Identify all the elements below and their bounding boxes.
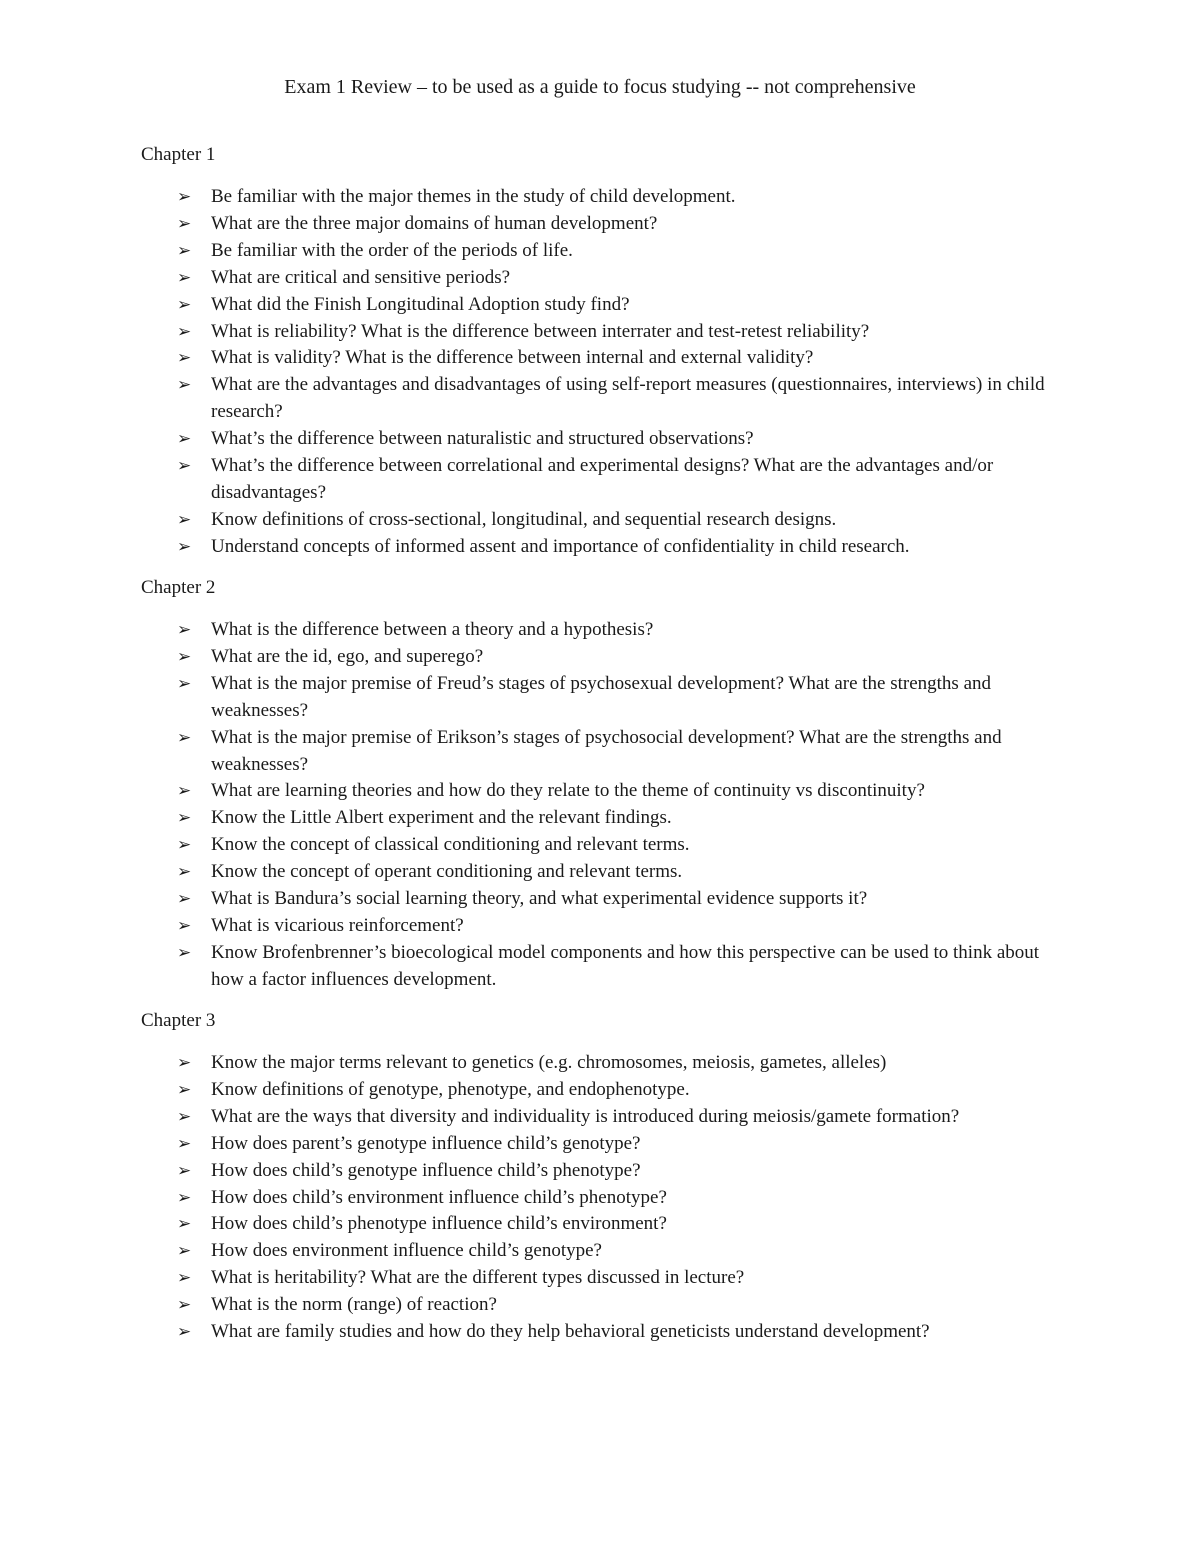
arrowhead-bullet-icon: ➢: [177, 646, 192, 667]
list-item-text: Know the concept of operant conditioning and relevant terms.: [211, 861, 683, 883]
list-item: [141, 1050, 1051, 1077]
list-item-text: What is reliability? What is the difference between interrater and test-retest reliability?: [211, 320, 870, 342]
chapter-2-list: [141, 617, 1081, 994]
list-item-text: What is the major premise of Freud’s stages of psychosexual development? What are the strengths and weaknesses?: [211, 672, 992, 721]
list-item-text: What is the major premise of Erikson’s stages of psychosocial development? What are the strengths and weaknesses?: [211, 726, 1002, 775]
arrowhead-bullet-icon: ➢: [177, 862, 192, 883]
arrowhead-bullet-icon: ➢: [177, 915, 192, 936]
list-item-text: What are critical and sensitive periods?: [211, 266, 511, 288]
arrowhead-bullet-icon: ➢: [177, 889, 192, 910]
list-item-text: What is vicarious reinforcement?: [211, 914, 464, 936]
arrowhead-bullet-icon: ➢: [177, 620, 192, 640]
arrowhead-bullet-icon: ➢: [177, 375, 192, 396]
list-item-text: What did the Finish Longitudinal Adoption study find?: [211, 293, 630, 315]
list-item: [141, 238, 1051, 265]
list-item-text: What is the norm (range) of reaction?: [211, 1294, 497, 1316]
arrowhead-bullet-icon: ➢: [177, 1079, 192, 1100]
chapter-3-section: [141, 1008, 1081, 1346]
list-item-text: How does child’s environment influence child’s phenotype?: [211, 1186, 667, 1208]
chapter-heading: Chapter 3: [141, 1010, 216, 1031]
list-item: [141, 453, 1051, 507]
arrowhead-bullet-icon: ➢: [177, 781, 192, 802]
arrowhead-bullet-icon: ➢: [177, 673, 192, 694]
list-item-text: What is Bandura’s social learning theory, and what experimental evidence supports it?: [211, 888, 868, 910]
list-item-text: What is the difference between a theory and a hypothesis?: [211, 619, 654, 640]
arrowhead-bullet-icon: ➢: [177, 348, 192, 369]
list-item-text: How does child’s genotype influence child’s phenotype?: [211, 1159, 641, 1181]
list-item-text: What are the three major domains of human development?: [211, 212, 658, 234]
document-title: Exam 1 Review – to be used as a guide to focus studying -- not comprehensive: [284, 76, 916, 98]
chapter-1-list: [141, 184, 1081, 561]
list-item: [141, 725, 1051, 779]
list-item: [141, 534, 1051, 561]
list-item: [141, 886, 1051, 913]
list-item: [141, 1265, 1051, 1292]
list-item: [141, 265, 1051, 292]
list-item-text: What’s the difference between correlational and experimental designs? What are the advantages and/or disadvantages?: [211, 455, 994, 503]
arrowhead-bullet-icon: ➢: [177, 835, 192, 856]
list-item: [141, 507, 1051, 534]
list-item: [141, 345, 1051, 372]
arrowhead-bullet-icon: ➢: [177, 1106, 192, 1127]
arrowhead-bullet-icon: ➢: [177, 1133, 192, 1154]
list-item: [141, 426, 1051, 453]
list-item: [141, 1211, 1051, 1238]
list-item: [141, 1238, 1051, 1265]
list-item: [141, 1104, 1051, 1131]
arrowhead-bullet-icon: ➢: [177, 1322, 192, 1343]
list-item: [141, 778, 1051, 805]
arrowhead-bullet-icon: ➢: [177, 509, 192, 530]
list-item-text: How does environment influence child’s genotype?: [211, 1240, 602, 1262]
list-item: [141, 617, 1051, 644]
arrowhead-bullet-icon: ➢: [177, 1053, 192, 1073]
list-item-text: Know the Little Albert experiment and the relevant findings.: [211, 807, 672, 829]
arrowhead-bullet-icon: ➢: [177, 1241, 192, 1262]
arrowhead-bullet-icon: ➢: [177, 294, 192, 315]
list-item: [141, 372, 1051, 426]
arrowhead-bullet-icon: ➢: [177, 429, 192, 450]
arrowhead-bullet-icon: ➢: [177, 321, 192, 342]
list-item-text: Know the major terms relevant to genetics (e.g. chromosomes, meiosis, gametes, alleles): [211, 1052, 887, 1073]
arrowhead-bullet-icon: ➢: [177, 213, 192, 234]
arrowhead-bullet-icon: ➢: [177, 1160, 192, 1181]
list-item-text: How does child’s phenotype influence child’s environment?: [211, 1213, 667, 1235]
chapter-2-section: [141, 575, 1081, 994]
arrowhead-bullet-icon: ➢: [177, 456, 192, 477]
list-item: [141, 1319, 1051, 1346]
list-item-text: Know the concept of classical conditioning and relevant terms.: [211, 834, 690, 856]
list-item-text: Know Brofenbrenner’s bioecological model components and how this perspective can be used to think about how a factor influences development.: [211, 941, 1040, 990]
list-item: [141, 805, 1051, 832]
list-item: [141, 1185, 1051, 1212]
list-item: [141, 671, 1051, 725]
list-item: [141, 913, 1051, 940]
list-item-text: Know definitions of genotype, phenotype, and endophenotype.: [211, 1078, 690, 1100]
list-item-text: Understand concepts of informed assent and importance of confidentiality in child research.: [211, 535, 910, 557]
list-item: [141, 1158, 1051, 1185]
list-item: [141, 292, 1051, 319]
list-item-text: Be familiar with the order of the periods of life.: [211, 239, 573, 261]
arrowhead-bullet-icon: ➢: [177, 727, 192, 748]
list-item-text: How does parent’s genotype influence child’s genotype?: [211, 1132, 641, 1154]
arrowhead-bullet-icon: ➢: [177, 1187, 192, 1208]
chapter-1-section: [141, 142, 1081, 561]
arrowhead-bullet-icon: ➢: [177, 808, 192, 829]
list-item: [141, 211, 1051, 238]
list-item-text: What is validity? What is the difference between internal and external validity?: [211, 347, 814, 369]
list-item-text: What are family studies and how do they help behavioral geneticists understand development?: [211, 1321, 930, 1343]
list-item: [141, 1131, 1051, 1158]
list-item: [141, 1292, 1051, 1319]
arrowhead-bullet-icon: ➢: [177, 240, 192, 261]
arrowhead-bullet-icon: ➢: [177, 187, 192, 207]
list-item: [141, 184, 1051, 211]
list-item-text: Be familiar with the major themes in the study of child development.: [211, 186, 736, 207]
list-item: [141, 644, 1051, 671]
list-item: [141, 940, 1051, 994]
arrowhead-bullet-icon: ➢: [177, 1295, 192, 1316]
list-item: [141, 859, 1051, 886]
arrowhead-bullet-icon: ➢: [177, 267, 192, 288]
chapter-3-list: [141, 1050, 1081, 1346]
chapter-heading: Chapter 1: [141, 144, 216, 165]
list-item: [141, 1077, 1051, 1104]
list-item: [141, 832, 1051, 859]
list-item-text: Know definitions of cross-sectional, longitudinal, and sequential research designs.: [211, 508, 837, 530]
arrowhead-bullet-icon: ➢: [177, 1214, 192, 1235]
arrowhead-bullet-icon: ➢: [177, 536, 192, 557]
chapter-heading: Chapter 2: [141, 577, 216, 598]
list-item-text: What are the ways that diversity and individuality is introduced during meiosis/gamete formation?: [211, 1105, 960, 1127]
list-item-text: What is heritability? What are the different types discussed in lecture?: [211, 1267, 745, 1289]
arrowhead-bullet-icon: ➢: [177, 942, 192, 963]
arrowhead-bullet-icon: ➢: [177, 1268, 192, 1289]
list-item-text: What are the id, ego, and superego?: [211, 645, 484, 667]
list-item-text: What’s the difference between naturalistic and structured observations?: [211, 428, 754, 450]
list-item: [141, 319, 1051, 346]
list-item-text: What are the advantages and disadvantages of using self-report measures (questionnaires, interviews) in child research?: [211, 374, 1045, 423]
list-item-text: What are learning theories and how do they relate to the theme of continuity vs discontinuity?: [211, 780, 925, 802]
